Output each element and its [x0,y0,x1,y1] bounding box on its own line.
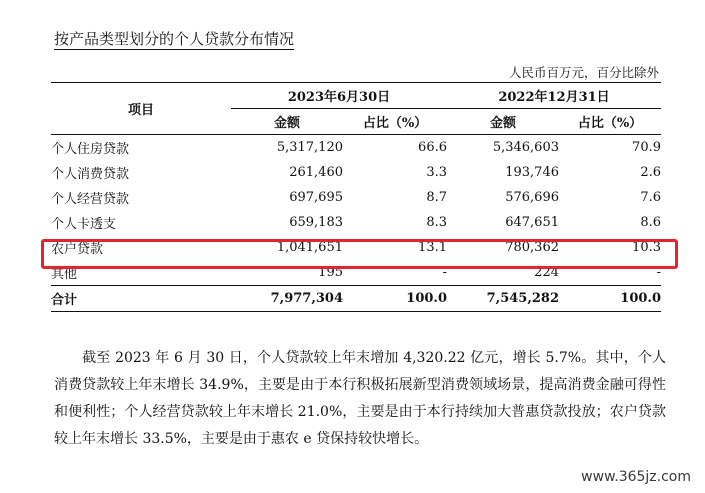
amount-2022: 647,651 [505,215,559,230]
section-title: 按产品类型划分的个人贷款分布情况 [54,30,295,48]
row-label: 个人卡透支 [51,217,117,232]
amount-2022: 5,346,603 [492,140,559,155]
total-amount-2023: 7,977,304 [270,291,343,306]
amount-2022: 224 [534,265,559,280]
amount-2022: 780,362 [505,240,559,255]
row-label: 农户贷款 [51,242,104,257]
amount-2023: 195 [318,265,343,280]
ratio-2023: 8.3 [426,215,447,230]
body-paragraph-text: 截至 2023 年 6 月 30 日，个人贷款较上年末增加 4,320.22 亿元，增长 5.7%。其中，个人消费贷款较上年末增长 34.9%，主要是由于本行积极拓展新型消费领域场景，提高消费金融可得性和便利性；个人经营贷款较上年末增长 21.0%，主要是由于本行持续加大普惠贷款投放；农户贷款较上年末增长 33.5%，主要是由于惠农 e 贷保持较快增长。 [54,350,666,447]
ratio-2023: 8.7 [426,190,447,205]
col-header-ratio-2: 占比（%） [577,116,643,131]
total-ratio-2022: 100.0 [620,291,661,306]
period-header-2: 2022年12月31日 [447,83,661,109]
col-header-ratio-1: 占比（%） [362,116,428,131]
watermark: www.365jz.com [581,469,691,485]
table-row [51,160,661,185]
table-row [51,135,661,161]
ratio-2022: 10.3 [632,240,661,255]
body-paragraph [54,345,666,453]
ratio-2022: 8.6 [640,215,661,230]
highlight-box [41,239,678,269]
amount-2022: 193,746 [505,165,559,180]
table-row [51,210,661,235]
total-amount-2022: 7,545,282 [486,291,559,306]
total-row [51,286,661,312]
total-ratio-2023: 100.0 [406,291,447,306]
ratio-2022: - [656,265,661,280]
row-label: 其他 [51,267,78,282]
ratio-2023: 13.1 [418,240,447,255]
row-label: 个人经营贷款 [51,192,130,207]
ratio-2022: 70.9 [632,140,661,155]
amount-2023: 659,183 [289,215,343,230]
amount-2023: 1,041,651 [276,240,343,255]
row-label: 个人消费贷款 [51,167,130,182]
row-label: 个人住房贷款 [51,142,130,157]
ratio-2023: - [442,265,447,280]
ratio-2023: 66.6 [418,140,447,155]
amount-2023: 261,460 [289,165,343,180]
period-header-1: 2023年6月30日 [231,83,447,109]
ratio-2022: 7.6 [640,190,661,205]
ratio-2023: 3.3 [426,165,447,180]
unit-note: 人民币百万元，百分比除外 [508,65,659,80]
ratio-2022: 2.6 [640,165,661,180]
amount-2023: 697,695 [289,190,343,205]
loan-distribution-table [51,82,661,312]
table-row [51,185,661,210]
amount-2022: 576,696 [505,190,559,205]
total-label: 合计 [51,293,78,308]
item-header: 项目 [51,83,231,135]
amount-2023: 5,317,120 [276,140,343,155]
header-row-periods [51,83,661,109]
col-header-amount-2: 金额 [489,116,516,131]
col-header-amount-1: 金额 [273,116,300,131]
